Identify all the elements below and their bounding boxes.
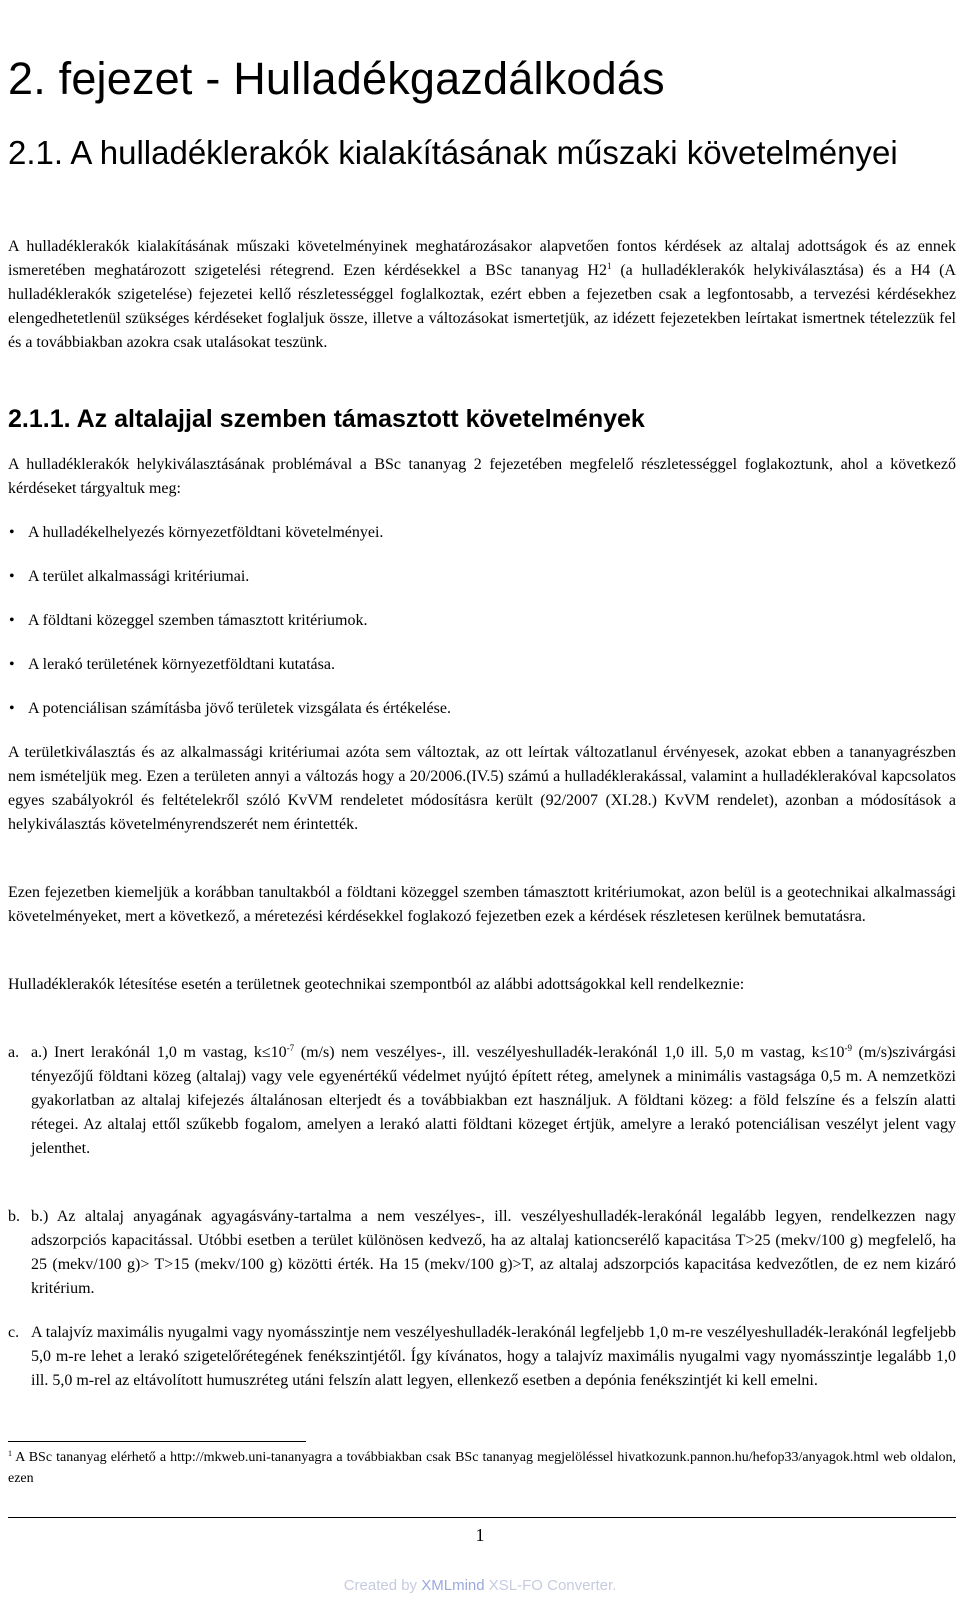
paragraph-selection-status: A területkiválasztás és az alkalmassági kritériumai azóta sem változtak, az ott leírtak változatlanul érvényesek, azokat ebben a tananyagrészben nem ismételjük meg. Ezen a területen annyi a változás hogy a 20/2006.(IV.5) számú a hulladéklerakással, valamint a hulladéklerakóval kapcsolatos egyes szabályokról és feltételekről szóló KvVM rendeletet módosításra került (92/2007 (XI.28.) KvVM rendelet), azonban a módosítások a helykiválasztás követelményrendszerét nem érintették. — [8, 744, 956, 833]
bullet-glyph: • — [9, 524, 15, 541]
list-item: • A potenciálisan számításba jövő területek vizsgálata és értékelése. — [8, 697, 948, 721]
item-marker: a. — [8, 1044, 20, 1061]
bullet-glyph: • — [9, 700, 15, 717]
footnote-number: 1 — [8, 1449, 12, 1458]
requirements-list — [8, 521, 948, 741]
list-item: • A hulladékelhelyezés környezetföldtani követelményei. — [8, 521, 948, 545]
footnote-divider — [8, 1441, 306, 1442]
list-item-c: c. A talajvíz maximális nyugalmi vagy nyomásszintje nem veszélyeshulladék-lerakónál legfeljebb 1,0 m-re veszélyeshulladék-lerakónál legfeljebb 5,0 m-re lehet a lerakó szigetelőrétegének fenékszintjétől. Így kívánatos, hogy a talajvíz maximális nyugalmi vagy nyomásszintje legalább 1,0 ill. 5,0 m-rel az eltávolított humuszréteg utáni felszín alatt legyen, ellenkező esetben a depónia fenékszintjét ki kell emelni. — [8, 1321, 956, 1393]
item-marker: c. — [8, 1324, 20, 1341]
page-number: 1 — [475, 1525, 485, 1545]
bullet-glyph: • — [9, 656, 15, 673]
list-item: • A lerakó területének környezetföldtani kutatása. — [8, 653, 948, 677]
paragraph-focus: Ezen fejezetben kiemeljük a korábban tanultakból a földtani közeggel szemben támasztott kritériumokat, azon belül is a geotechnikai alkalmassági követelményeket, mert a következő, a méretezési kérdésekkel foglakozó fejezetben ezek a kérdések részletesen kerülnek bemutatásra. — [8, 884, 956, 925]
list-item: • A földtani közeggel szemben támasztott kritériumok. — [8, 609, 948, 633]
page-footer-divider — [8, 1517, 956, 1518]
list-item-a: a. a.) Inert lerakónál 1,0 m vastag, $k\le 10^{-7}$ (m/s) nem veszélyes-, ill. veszélyeshulladék-lerakónál 1,0 ill. 5,0 m vastag, $k\le 10^{-9}$ (m/s)szivárgási tényezőjű földtani közeg (altalaj) vagy vele egyenértékű védelmet nyújtó épített réteg, amelynek a minimális vastagsága 0,5 m. A nemzetközi gyakorlatban az altalaj kifejezés általánosan elterjedt és a továbbiakban ezt használjuk. A földtani közeg: a föld felszíne és a felszín alatti rétegei. Az altalaj ettől szűkebb fogalom, amelyen a lerakó alatti földtani közeget értjük, amelyre a lerakó potenciálisan veszélyt jelent vagy jelenthet. — [8, 1043, 956, 1157]
list-item-b: b. b.) Az altalaj anyagának agyagásvány-tartalma a nem veszélyes-, ill. veszélyeshulladék-lerakónál legalább legyen, rendelkezzen nagy adszorpciós kapacitással. Utóbbi esetben a terület különösen kedvező, ha az altalaj kationcserélő kapacitása T>25 (mekv/100 g) megfelelő, ha 25 (mekv/100 g)> T>15 (mekv/100 g) közötti érték. Ha 15 (mekv/100 g)>T, az altalaj adszorpciós kapacitása kedvezőtlen, de ez nem kizáró kritérium. — [8, 1205, 956, 1301]
footnote-ref[interactable]: 1 — [606, 261, 612, 271]
section-title: 2.1. A hulladéklerakók kialakításának műszaki követelményei — [8, 134, 898, 171]
list-item: • A terület alkalmassági kritériumai. — [8, 565, 948, 589]
bullet-glyph: • — [9, 568, 15, 585]
subsection-title: 2.1.1. Az altalajjal szemben támasztott követelmények — [8, 405, 645, 433]
item-marker: b. — [8, 1208, 20, 1225]
lead-paragraph: A hulladéklerakók helykiválasztásának problémával a BSc tananyag 2 fejezetében megfelelő részletességgel foglakoztunk, ahol a következő kérdéseket tárgyaltuk meg: — [8, 456, 956, 497]
footnote: $^1$ A BSc tananyag elérhető a http://mkweb.uni-tananyagra a továbbiakban csak BSc tananyag megjelöléssel hivatkozunk.pannon.hu/hefop33/anyagok.html web oldalon, ezen — [8, 1449, 956, 1486]
watermark-brand: XMLmind — [421, 1577, 485, 1594]
converter-watermark: Created by XMLmind XSL-FO Converter. — [343, 1577, 617, 1594]
bullet-glyph: • — [9, 612, 15, 629]
paragraph-conditions: Hulladéklerakók létesítése esetén a területnek geotechnikai szempontból az alábbi adottságokkal kell rendelkeznie: — [8, 976, 745, 993]
chapter-title: 2. fejezet - Hulladékgazdálkodás — [8, 53, 665, 104]
intro-paragraph: A hulladéklerakók kialakításának műszaki követelményinek meghatározásakor alapvetően fontos kérdések az altalaj adottságok és az ennek ismeretében meghatározott szigetelési rétegrend. Ezen kérdésekkel a BSc tananyag $H2^1$ (a hulladéklerakók helykiválasztása) és a H4 (A hulladéklerakók szigetelése) fejezetei kellő részletességgel foglalkoztak, ezért ebben a fejezetben csak a legfontosabb, a tervezési kérdésekhez elengedhetetlenül szükséges kérdéseket foglaljuk össze, illetve a változásokat ismertetjük, az idézett fejezetekben leírtakat ismertnek tételezzük fel és a továbbiakban azokra csak utalásokat teszünk. — [8, 238, 956, 351]
